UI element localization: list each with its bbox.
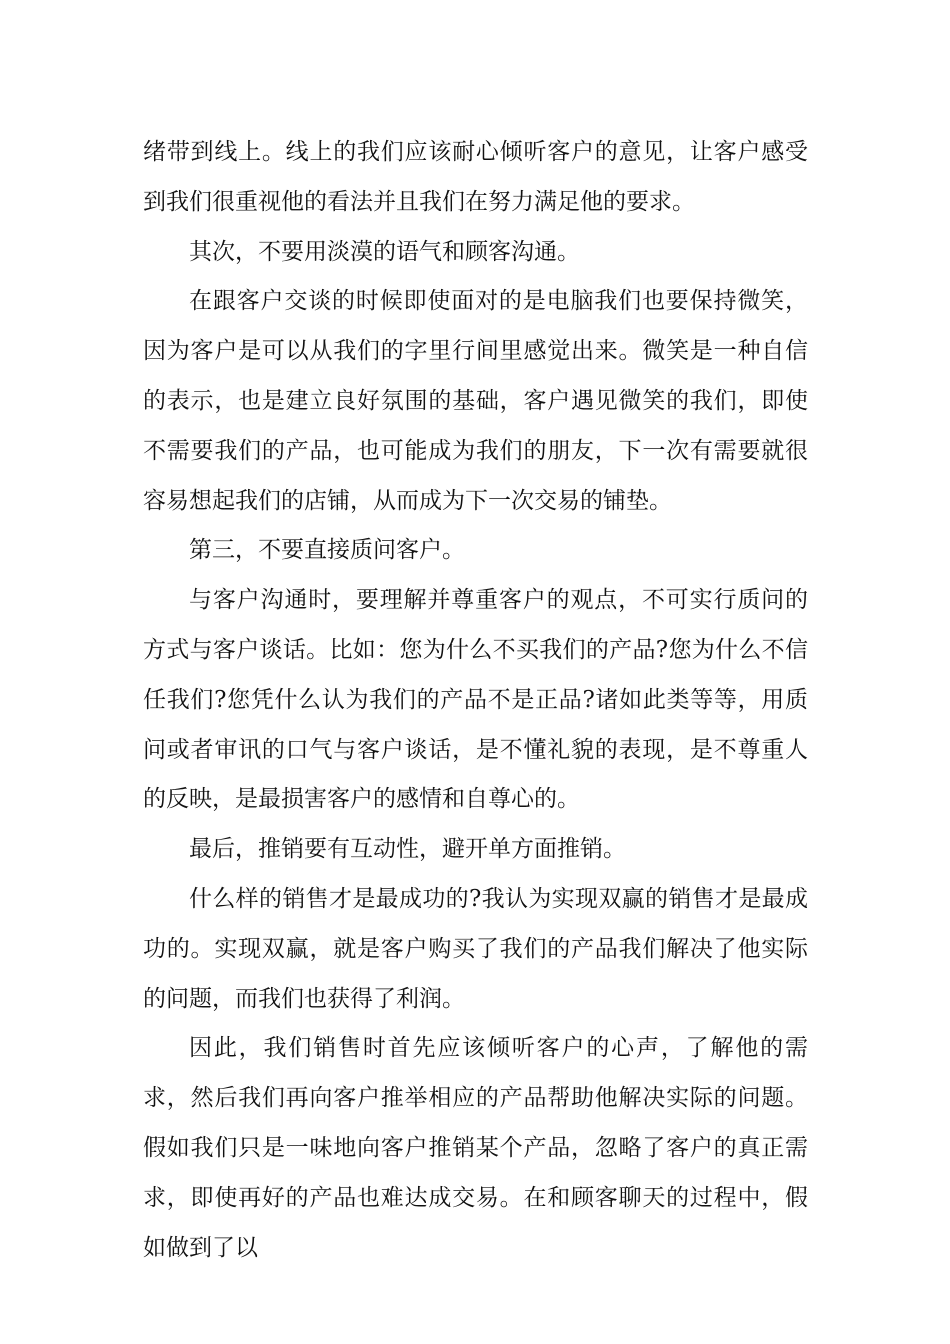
paragraph-heading-last: 最后，推销要有互动性，避开单方面推销。 xyxy=(189,836,626,863)
paragraph-win-win: 什么样的销售才是最成功的?我认为实现双赢的销售才是最成功的。实现双赢，就是客户购买了我们的产品我们解决了他实际的问题，而我们也获得了利润。 xyxy=(143,885,808,1012)
document-body xyxy=(143,128,808,1273)
paragraph-respect: 与客户沟通时，要理解并尊重客户的观点，不可实行质问的方式与客户谈话。比如：您为什么不买我们的产品?您为什么不信任我们?您凭什么认为我们的产品不是正品?诸如此类等等，用质问或者审讯的口气与客户谈话，是不懂礼貌的表现，是不尊重人的反映，是最损害客户的感情和自尊心的。 xyxy=(143,587,808,813)
paragraph-heading-third: 第三，不要直接质问客户。 xyxy=(189,537,465,564)
paragraph-continuation: 绪带到线上。线上的我们应该耐心倾听客户的意见，让客户感受到我们很重视他的看法并且我们在努力满足他的要求。 xyxy=(143,139,808,215)
paragraph-listen: 因此，我们销售时首先应该倾听客户的心声，了解他的需求，然后我们再向客户推举相应的产品帮助他解决实际的问题。假如我们只是一味地向客户推销某个产品，忽略了客户的真正需求，即使再好的产品也难达成交易。在和顾客聊天的过程中，假如做到了以 xyxy=(143,1035,808,1261)
paragraph-heading-second: 其次，不要用淡漠的语气和顾客沟通。 xyxy=(189,238,580,265)
paragraph-smile: 在跟客户交谈的时候即使面对的是电脑我们也要保持微笑，因为客户是可以从我们的字里行间里感觉出来。微笑是一种自信的表示，也是建立良好氛围的基础，客户遇见微笑的我们，即使不需要我们的产品，也可能成为我们的朋友，下一次有需要就很容易想起我们的店铺，从而成为下一次交易的铺垫。 xyxy=(143,288,808,514)
